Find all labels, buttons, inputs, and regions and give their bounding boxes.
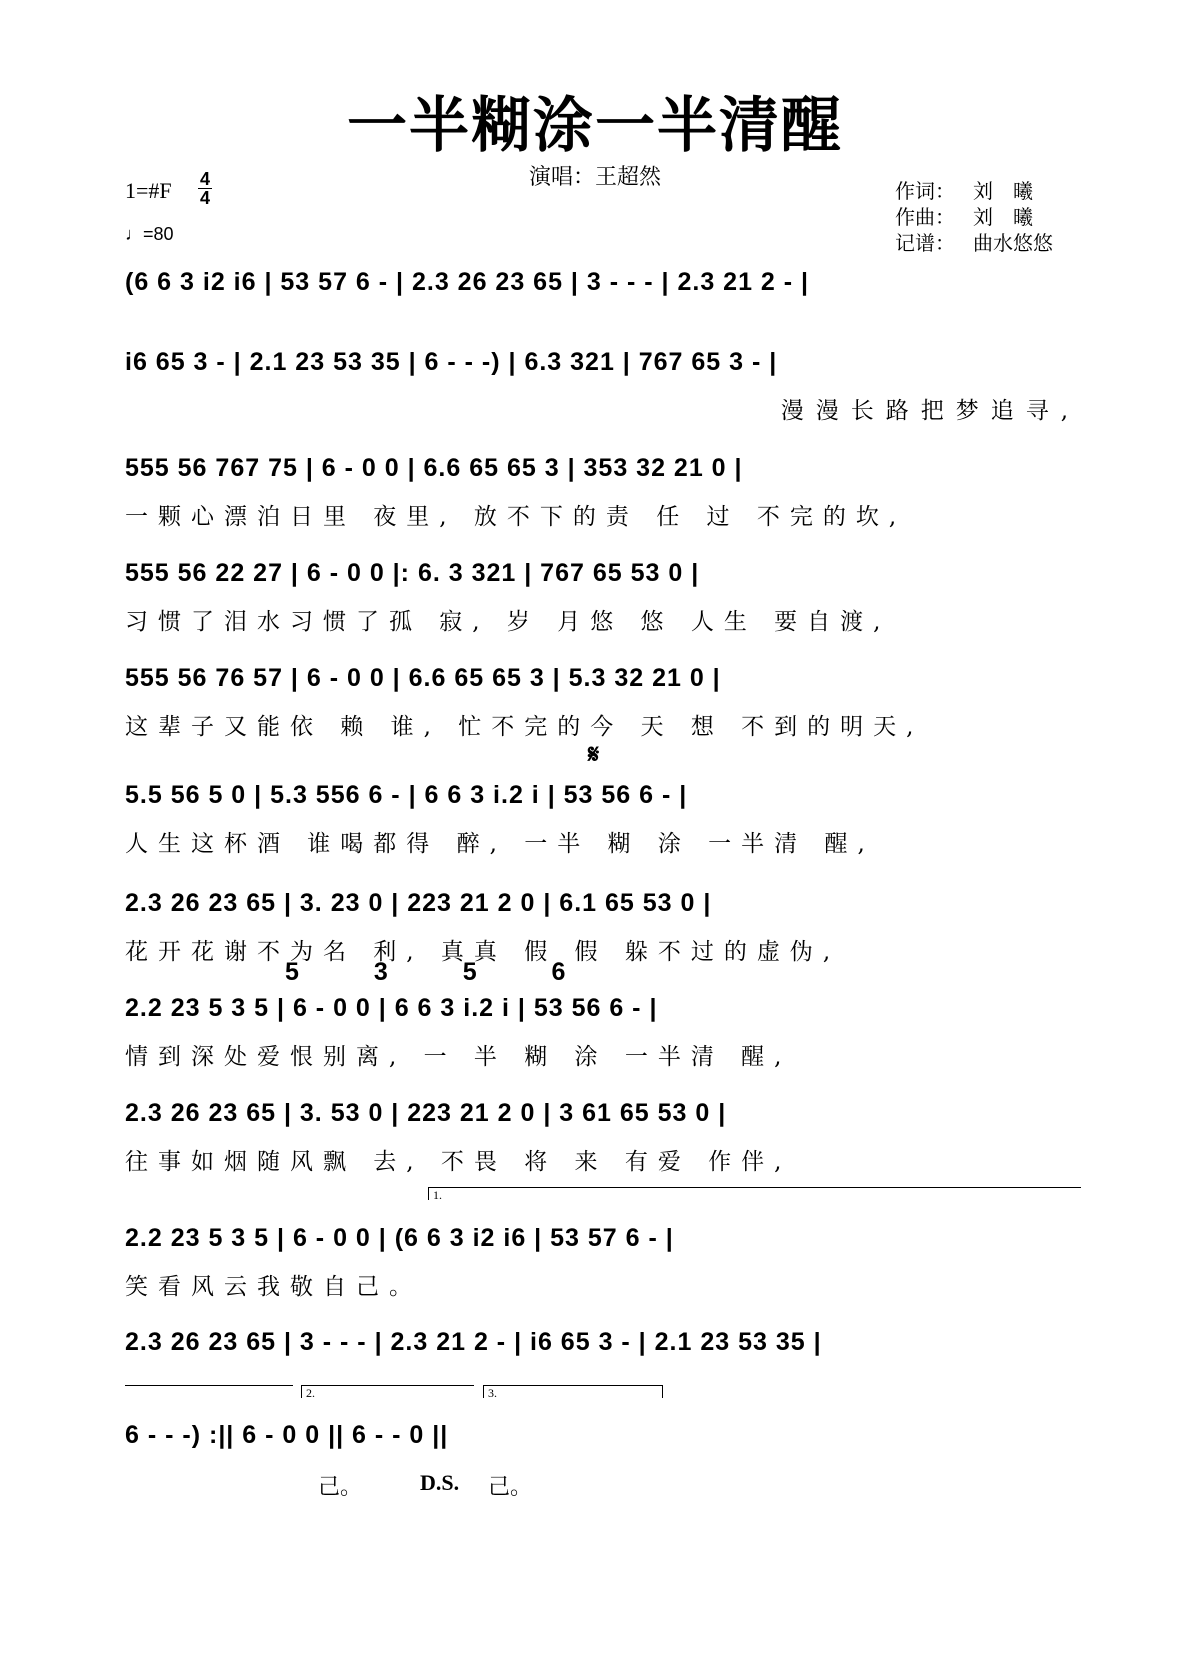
notation: 6 - - -) :|| 6 - 0 0 || 6 - - 0 ||: [125, 1421, 449, 1449]
lyrics: 漫漫长路把梦追寻,: [780, 398, 1080, 424]
credit-lyricist: [895, 178, 1053, 204]
credits: [895, 178, 1053, 256]
credit-name: 曲水悠悠: [973, 231, 1053, 255]
page-title: 一半糊涂一半清醒: [347, 91, 843, 161]
notation: 5.5 56 5 0 | 5.3 556 6 - | 6 6 3 i.2 i | 53 56 6 - |: [125, 781, 688, 809]
notation: (6 6 3 i2 i6 | 53 57 6 - | 2.3 26 23 65 | 3 - - - | 2.3 21 2 - |: [125, 268, 810, 296]
lyrics: 情到深处爱恨别离, 一 半 糊 涂 一半清 醒,: [125, 1044, 792, 1070]
notation: 555 56 22 27 | 6 - 0 0 |: 6. 3 321 | 767 65 53 0 |: [125, 559, 700, 587]
credit-transcriber: [895, 230, 1053, 256]
volta-3: 3.: [483, 1385, 663, 1398]
lyrics: 花开花谢不为名 利, 真真 假 假 躲不过的虚伪,: [125, 939, 841, 965]
notation: 2.2 23 5 3 5 | 6 - 0 0 | (6 6 3 i2 i6 | 53 57 6 - |: [125, 1224, 674, 1252]
credit-composer: [895, 204, 1053, 230]
lyrics: 这辈子又能依 赖 谁, 忙不完的今 天 想 不到的明天,: [125, 714, 924, 740]
notation: 2.3 26 23 65 | 3. 53 0 | 223 21 2 0 | 3 61 65 53 0 |: [125, 1099, 727, 1127]
singer-credit: 演唱：王超然: [528, 165, 661, 190]
notation: 2.3 26 23 65 | 3 - - - | 2.3 21 2 - | i6 65 3 - | 2.1 23 53 35 |: [125, 1328, 822, 1356]
lyrics: 习惯了泪水习惯了孤 寂, 岁 月悠 悠 人生 要自渡,: [125, 609, 891, 635]
notation: 2.2 23 5 3 5 | 6 - 0 0 | 6 6 3 i.2 i | 53 56 6 - |: [125, 994, 658, 1022]
credit-name: 刘 曦: [973, 179, 1033, 203]
notation: 555 56 767 75 | 6 - 0 0 | 6.6 65 65 3 | 353 32 21 0 |: [125, 454, 743, 482]
notation: 2.3 26 23 65 | 3. 23 0 | 223 21 2 0 | 6.1 65 53 0 |: [125, 889, 712, 917]
volta-1-continuation: [125, 1385, 293, 1386]
credit-label: 作曲：: [895, 205, 955, 229]
lyrics: 一颗心漂泊日里 夜里, 放不下的责 任 过 不完的坎,: [125, 504, 907, 530]
notation: 555 56 76 57 | 6 - 0 0 | 6.6 65 65 3 | 5.3 32 21 0 |: [125, 664, 721, 692]
lyrics: 笑看风云我敬自己。: [125, 1274, 422, 1300]
key-signature: 1=#F: [125, 178, 172, 203]
ending-2-lyric: 己。: [318, 1475, 363, 1500]
tempo-marking: ♩=80: [125, 224, 174, 244]
credit-name: 刘 曦: [973, 205, 1033, 229]
notation: i6 65 3 - | 2.1 23 53 35 | 6 - - -) | 6.3 321 | 767 65 3 - |: [125, 348, 778, 376]
time-signature: [198, 170, 212, 207]
ending-3-lyric: 己。: [488, 1475, 533, 1500]
time-signature-top: 4: [200, 169, 211, 189]
credit-label: 记谱：: [895, 231, 955, 255]
time-signature-bottom: 4: [200, 188, 211, 208]
lyrics: 人生这杯酒 谁喝都得 醉, 一半 糊 涂 一半清 醒,: [125, 831, 875, 857]
segno-sign: 𝄋: [588, 740, 600, 770]
dal-segno: D.S.: [420, 1470, 460, 1495]
volta-2: 2.: [301, 1385, 474, 1398]
credit-label: 作词：: [895, 179, 955, 203]
lyrics: 往事如烟随风飘 去, 不畏 将 来 有爱 作伴,: [125, 1149, 792, 1175]
chord-stack: 5 3 5 6: [285, 958, 600, 986]
volta-1: 1.: [428, 1187, 1081, 1200]
